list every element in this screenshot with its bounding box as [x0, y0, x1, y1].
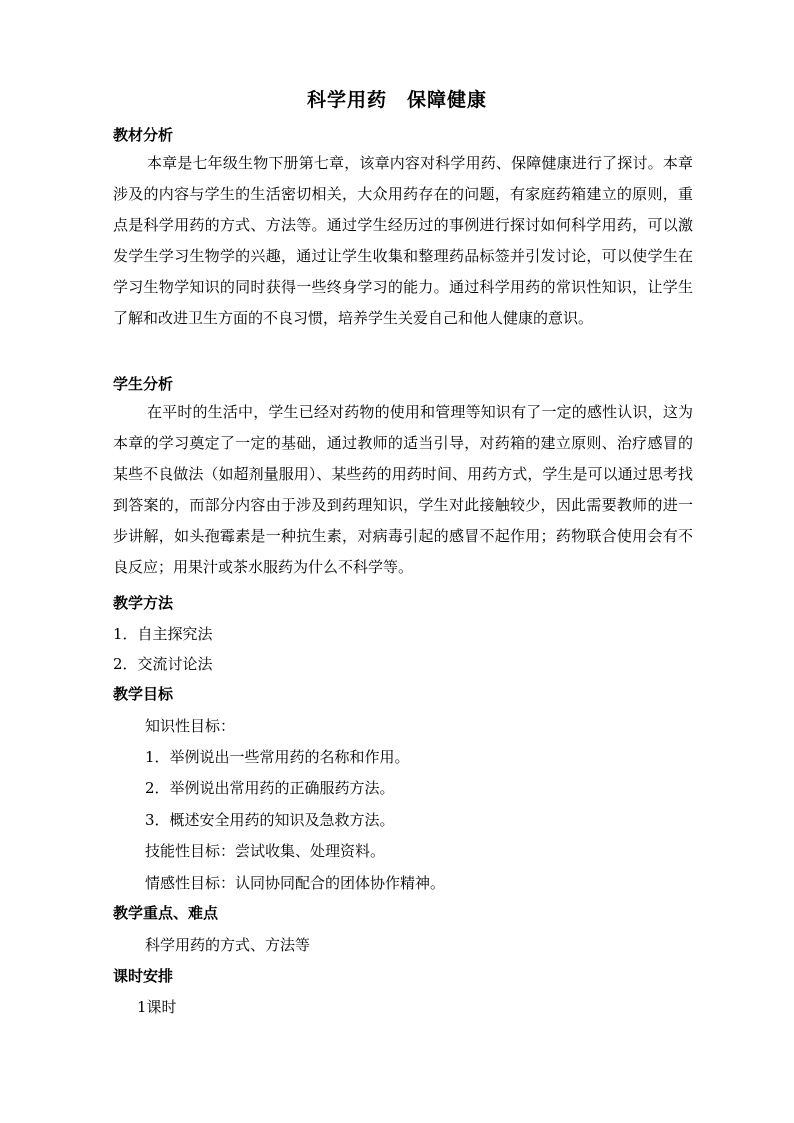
- heading-key-points: 教学重点、难点: [113, 904, 219, 922]
- schedule-text: 1课时: [137, 998, 177, 1016]
- emotion-goal: 情感性目标：认同协同配合的团体协作精神。: [145, 874, 446, 892]
- heading-methods: 教学方法: [113, 594, 174, 612]
- heading-materials: 教材分析: [113, 126, 174, 144]
- knowledge-goals-label: 知识性目标：: [145, 717, 236, 735]
- heading-schedule: 课时安排: [113, 967, 174, 985]
- heading-students: 学生分析: [113, 375, 174, 393]
- knowledge-goal-1: 1．举例说出一些常用药的名称和作用。: [145, 748, 410, 766]
- heading-goals: 教学目标: [113, 685, 174, 703]
- title-part-1: 科学用药: [306, 89, 387, 111]
- method-item-2: 2．交流讨论法: [113, 655, 213, 673]
- skill-goal: 技能性目标：尝试收集、处理资料。: [145, 842, 386, 860]
- method-item-1: 1．自主探究法: [113, 625, 213, 643]
- key-points-text: 科学用药的方式、方法等: [145, 936, 311, 954]
- knowledge-goal-3: 3．概述安全用药的知识及急救方法。: [145, 811, 395, 829]
- page-title: [0, 85, 794, 112]
- title-part-2: 保障健康: [407, 89, 488, 111]
- paragraph-materials: 本章是七年级生物下册第七章，该章内容对科学用药、保障健康进行了探讨。本章涉及的内容与学生的生活密切相关，大众用药存在的问题，有家庭药箱建立的原则，重点是科学用药的方式、方法等。通过学生经历过的事例进行探讨如何科学用药，可以激发学生学习生物学的兴趣，通过让学生收集和整理药品标签并引发讨论，可以使学生在学习生物学知识的同时获得一些终身学习的能力。通过科学用药的常识性知识，让学生了解和改进卫生方面的不良习惯，培养学生关爱自己和他人健康的意识。: [113, 154, 693, 327]
- knowledge-goal-2: 2．举例说出常用药的正确服药方法。: [145, 779, 395, 797]
- paragraph-students: 在平时的生活中，学生已经对药物的使用和管理等知识有了一定的感性认识，这为本章的学习奠定了一定的基础，通过教师的适当引导，对药箱的建立原则、治疗感冒的某些不良做法（如超剂量服用）、某些药的用药时间、用药方式，学生是可以通过思考找到答案的，而部分内容由于涉及到药理知识，学生对此接触较少，因此需要教师的进一步讲解，如头孢霉素是一种抗生素，对病毒引起的感冒不起作用；药物联合使用会有不良反应；用果汁或茶水服药为什么不科学等。: [113, 403, 693, 576]
